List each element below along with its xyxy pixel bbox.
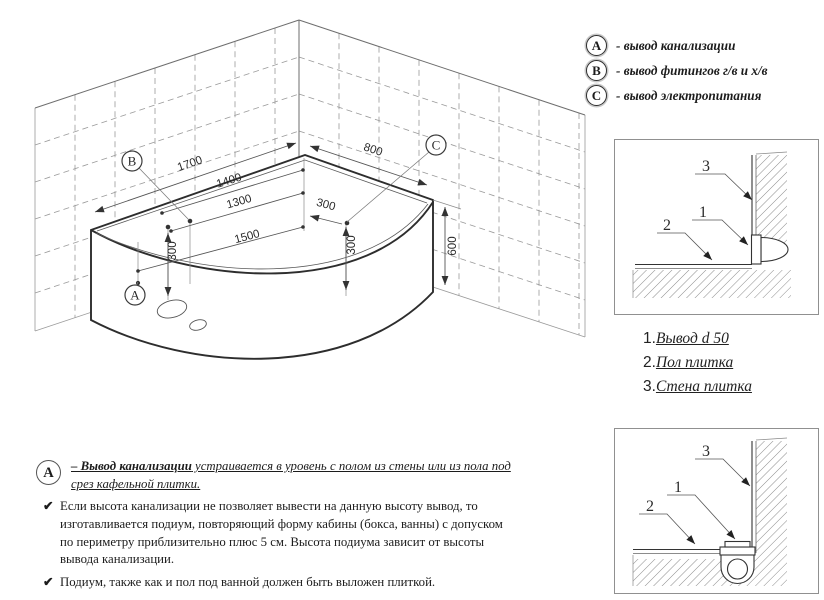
callout-1: 1	[699, 204, 707, 221]
detail-callouts	[639, 459, 750, 544]
detail-wall-outlet	[614, 139, 819, 315]
detail-callout-numbers	[646, 443, 710, 515]
dim-600: 600	[447, 236, 459, 256]
legend-a-label: - вывод канализации	[616, 37, 736, 53]
part-1-label: Вывод d 50	[655, 330, 729, 347]
callout-1: 1	[674, 479, 682, 496]
checkmark-icon: ✔	[43, 499, 54, 514]
legend-item-b	[586, 58, 821, 83]
detail-callout-numbers	[663, 158, 710, 234]
legend-b-badge: B	[586, 60, 607, 81]
notes-header-bold: – Вывод канализации	[71, 459, 192, 473]
parts-list	[643, 330, 752, 402]
callout-2: 2	[646, 498, 654, 515]
marker-b-label: B	[127, 153, 137, 169]
legend-item-a	[586, 33, 821, 58]
notes-header-text	[71, 458, 533, 493]
dim-1300: 1300	[225, 192, 254, 212]
note-bullet-2	[30, 574, 535, 592]
callout-3: 3	[702, 443, 710, 460]
dim-1700: 1700	[175, 154, 205, 175]
legend-a-badge: A	[586, 35, 607, 56]
legend-b-label: - вывод фитингов г/в и х/в	[616, 62, 768, 78]
callout-3: 3	[702, 158, 710, 175]
bathtub-silhouette	[91, 155, 433, 359]
notes-header	[30, 458, 535, 493]
marker-a-label: A	[130, 287, 140, 303]
legend	[586, 33, 821, 108]
legend-c-badge: C	[586, 85, 607, 106]
part-3-number: 3.	[643, 378, 656, 395]
floor-hatch	[633, 270, 791, 298]
parts-list-item-2	[643, 354, 752, 372]
legend-c-label: - вывод электропитания	[616, 87, 762, 103]
note-bullet-1-text: Если высота канализации не позволяет вывести на данную высоту вывод, то изготавливается подиум, повторяющий форму кабины (бокса, ванны) с допуском по периметру приблизительно плюс 5 см. Высота подиума зависит от высоты вывода канализации.	[60, 499, 503, 567]
note-bullet-2-text: Подиум, также как и пол под ванной должен быть выложен плиткой.	[60, 574, 436, 589]
marker-c-label: C	[431, 137, 441, 153]
floor-outlet-pipe	[720, 542, 755, 584]
parts-list-item-3	[643, 378, 752, 396]
parts-list-item-1	[643, 330, 752, 348]
dim-1500: 1500	[233, 227, 262, 247]
legend-item-c	[586, 83, 821, 108]
part-3-label: Стена плитка	[655, 378, 752, 395]
checkmark-icon: ✔	[43, 574, 54, 589]
note-bullet-1	[30, 498, 535, 569]
part-2-label: Пол плитка	[655, 354, 734, 371]
part-1-number: 1.	[643, 330, 656, 347]
dim-800: 800	[361, 141, 384, 159]
detail-floor-outlet	[614, 428, 819, 594]
corner-bathtub	[91, 155, 433, 359]
dim-300-c-horizontal: 300	[314, 196, 337, 214]
installation-notes	[30, 458, 535, 592]
notes-a-badge: А	[36, 460, 61, 485]
dim-300-c-vertical: 300	[346, 235, 358, 255]
dim-300-left: 300	[167, 241, 179, 261]
dim-1400: 1400	[215, 171, 244, 191]
notes-header-rest: устраивается в уровень с полом из стены или из пола под срез кафельной плитки.	[71, 459, 511, 491]
callout-2: 2	[663, 217, 671, 234]
part-2-number: 2.	[643, 354, 656, 371]
